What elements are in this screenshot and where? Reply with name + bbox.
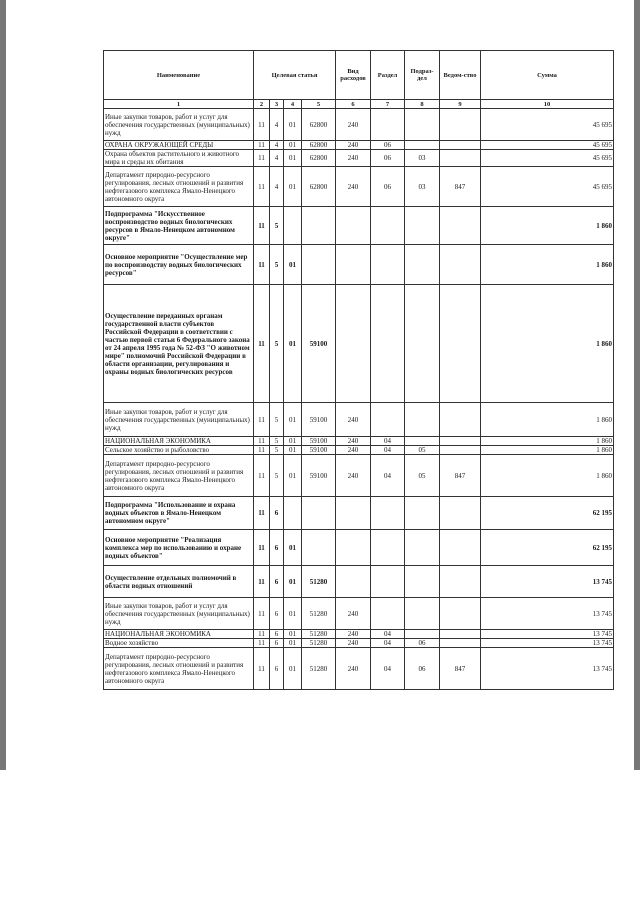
row-subsection: 05 xyxy=(405,455,440,497)
row-subprogram-code: 6 xyxy=(270,497,284,530)
row-name: НАЦИОНАЛЬНАЯ ЭКОНОМИКА xyxy=(104,437,254,446)
table-row xyxy=(104,455,614,497)
row-section xyxy=(371,109,405,141)
header-subsection: Подраз-дел xyxy=(405,51,440,100)
row-subsection xyxy=(405,207,440,245)
row-expense-type xyxy=(336,566,371,598)
row-activity-code: 01 xyxy=(284,648,302,690)
row-activity-code: 01 xyxy=(284,530,302,566)
row-section: 04 xyxy=(371,630,405,639)
row-department xyxy=(440,530,481,566)
row-department xyxy=(440,285,481,403)
row-subprogram-code: 6 xyxy=(270,530,284,566)
row-sum: 45 695 xyxy=(481,141,614,150)
table-body xyxy=(104,109,614,690)
row-program-code: 11 xyxy=(254,639,270,648)
row-direction-code: 51280 xyxy=(302,639,336,648)
column-number: 10 xyxy=(481,100,614,109)
row-activity-code: 01 xyxy=(284,167,302,207)
row-sum: 62 195 xyxy=(481,530,614,566)
row-expense-type xyxy=(336,245,371,285)
column-number-row xyxy=(104,100,614,109)
row-activity-code: 01 xyxy=(284,598,302,630)
column-number: 7 xyxy=(371,100,405,109)
table-row xyxy=(104,598,614,630)
row-subsection xyxy=(405,403,440,437)
row-sum: 45 695 xyxy=(481,167,614,207)
row-expense-type: 240 xyxy=(336,437,371,446)
row-subsection xyxy=(405,245,440,285)
row-subsection: 06 xyxy=(405,639,440,648)
row-name: ОХРАНА ОКРУЖАЮЩЕЙ СРЕДЫ xyxy=(104,141,254,150)
row-direction-code: 51280 xyxy=(302,598,336,630)
row-expense-type: 240 xyxy=(336,648,371,690)
row-program-code: 11 xyxy=(254,167,270,207)
row-section: 04 xyxy=(371,446,405,455)
row-expense-type: 240 xyxy=(336,446,371,455)
row-name: Иные закупки товаров, работ и услуг для обеспечения государственных (муниципальных) нужд xyxy=(104,403,254,437)
header-name: Наименование xyxy=(104,51,254,100)
row-name: Иные закупки товаров, работ и услуг для обеспечения государственных (муниципальных) нужд xyxy=(104,109,254,141)
row-direction-code xyxy=(302,530,336,566)
row-activity-code: 01 xyxy=(284,446,302,455)
row-department xyxy=(440,497,481,530)
row-sum: 1 860 xyxy=(481,455,614,497)
row-direction-code: 51280 xyxy=(302,648,336,690)
table-row xyxy=(104,437,614,446)
row-subsection xyxy=(405,141,440,150)
header-department: Ведом-ство xyxy=(440,51,481,100)
row-name: Сельское хозяйство и рыболовство xyxy=(104,446,254,455)
row-section: 04 xyxy=(371,639,405,648)
row-activity-code: 01 xyxy=(284,639,302,648)
row-subsection: 03 xyxy=(405,150,440,167)
row-program-code: 11 xyxy=(254,141,270,150)
row-name: Департамент природно-ресурсного регулирования, лесных отношений и развития нефтегазового комплекса Ямало-Ненецкого автономного округа xyxy=(104,455,254,497)
row-activity-code: 01 xyxy=(284,455,302,497)
table-row xyxy=(104,566,614,598)
row-direction-code: 59100 xyxy=(302,285,336,403)
row-subprogram-code: 5 xyxy=(270,245,284,285)
row-department xyxy=(440,598,481,630)
table-row xyxy=(104,639,614,648)
row-department xyxy=(440,446,481,455)
row-section xyxy=(371,530,405,566)
row-name: Основное мероприятие "Осуществление мер по воспроизводству водных биологических ресурсов" xyxy=(104,245,254,285)
row-direction-code: 51280 xyxy=(302,630,336,639)
column-number: 1 xyxy=(104,100,254,109)
row-program-code: 11 xyxy=(254,598,270,630)
row-program-code: 11 xyxy=(254,285,270,403)
column-number: 4 xyxy=(284,100,302,109)
row-subsection xyxy=(405,566,440,598)
row-program-code: 11 xyxy=(254,437,270,446)
row-section: 06 xyxy=(371,150,405,167)
row-subprogram-code: 4 xyxy=(270,167,284,207)
row-subsection xyxy=(405,530,440,566)
row-section: 06 xyxy=(371,167,405,207)
row-sum: 1 860 xyxy=(481,285,614,403)
row-subprogram-code: 5 xyxy=(270,437,284,446)
row-direction-code: 59100 xyxy=(302,455,336,497)
row-name: Осуществление отдельных полномочий в области водных отношений xyxy=(104,566,254,598)
table-row xyxy=(104,207,614,245)
row-subprogram-code: 5 xyxy=(270,446,284,455)
header-section: Раздел xyxy=(371,51,405,100)
row-sum: 45 695 xyxy=(481,150,614,167)
row-sum: 13 745 xyxy=(481,598,614,630)
table-row xyxy=(104,285,614,403)
row-expense-type: 240 xyxy=(336,167,371,207)
row-sum: 45 695 xyxy=(481,109,614,141)
row-activity-code: 01 xyxy=(284,630,302,639)
row-direction-code: 59100 xyxy=(302,403,336,437)
row-expense-type: 240 xyxy=(336,639,371,648)
row-subprogram-code: 5 xyxy=(270,207,284,245)
table-row xyxy=(104,167,614,207)
row-program-code: 11 xyxy=(254,530,270,566)
table-header-row xyxy=(104,51,614,100)
row-subprogram-code: 6 xyxy=(270,566,284,598)
row-activity-code: 01 xyxy=(284,566,302,598)
row-direction-code xyxy=(302,207,336,245)
row-name: Охрана объектов растительного и животного мира и среды их обитания xyxy=(104,150,254,167)
row-section xyxy=(371,497,405,530)
row-activity-code: 01 xyxy=(284,403,302,437)
row-department xyxy=(440,150,481,167)
row-department xyxy=(440,245,481,285)
row-subsection xyxy=(405,630,440,639)
table-row xyxy=(104,648,614,690)
table-row xyxy=(104,109,614,141)
row-name: Осуществление переданных органам государственной власти субъектов Российской Федерации в соответствии с частью первой статьи 6 Федерального закона от 24 апреля 1995 года № 52-ФЗ "О животном мире" полномочий Российской Федерации в области организации, регулирования и охраны водных биологических ресурсов xyxy=(104,285,254,403)
row-subprogram-code: 5 xyxy=(270,403,284,437)
row-activity-code xyxy=(284,497,302,530)
table-row xyxy=(104,150,614,167)
row-subprogram-code: 5 xyxy=(270,455,284,497)
row-subsection: 03 xyxy=(405,167,440,207)
row-direction-code xyxy=(302,245,336,285)
row-activity-code: 01 xyxy=(284,141,302,150)
table-row xyxy=(104,403,614,437)
row-section xyxy=(371,598,405,630)
row-sum: 62 195 xyxy=(481,497,614,530)
row-direction-code: 51280 xyxy=(302,566,336,598)
row-subprogram-code: 4 xyxy=(270,141,284,150)
row-sum: 13 745 xyxy=(481,639,614,648)
row-direction-code: 62800 xyxy=(302,167,336,207)
row-department: 847 xyxy=(440,455,481,497)
row-activity-code: 01 xyxy=(284,245,302,285)
row-name: Водное хозяйство xyxy=(104,639,254,648)
row-direction-code: 62800 xyxy=(302,141,336,150)
row-expense-type: 240 xyxy=(336,109,371,141)
row-program-code: 11 xyxy=(254,630,270,639)
row-subprogram-code: 6 xyxy=(270,598,284,630)
row-section: 06 xyxy=(371,141,405,150)
row-direction-code xyxy=(302,497,336,530)
row-name: Подпрограмма "Использование и охрана водных объектов в Ямало-Ненецком автономном округе" xyxy=(104,497,254,530)
row-program-code: 11 xyxy=(254,446,270,455)
row-subprogram-code: 4 xyxy=(270,150,284,167)
row-expense-type: 240 xyxy=(336,630,371,639)
row-sum: 13 745 xyxy=(481,566,614,598)
row-sum: 1 860 xyxy=(481,403,614,437)
row-department xyxy=(440,639,481,648)
row-subsection xyxy=(405,109,440,141)
column-number: 6 xyxy=(336,100,371,109)
row-activity-code: 01 xyxy=(284,437,302,446)
row-program-code: 11 xyxy=(254,207,270,245)
page-bottom-margin xyxy=(0,770,640,905)
row-name: Департамент природно-ресурсного регулирования, лесных отношений и развития нефтегазового комплекса Ямало-Ненецкого автономного округа xyxy=(104,648,254,690)
row-subsection: 06 xyxy=(405,648,440,690)
row-program-code: 11 xyxy=(254,497,270,530)
row-activity-code: 01 xyxy=(284,109,302,141)
row-subsection xyxy=(405,598,440,630)
row-department xyxy=(440,109,481,141)
row-sum: 1 860 xyxy=(481,437,614,446)
row-direction-code: 62800 xyxy=(302,150,336,167)
row-activity-code: 01 xyxy=(284,285,302,403)
row-department xyxy=(440,437,481,446)
row-name: Иные закупки товаров, работ и услуг для обеспечения государственных (муниципальных) нужд xyxy=(104,598,254,630)
row-program-code: 11 xyxy=(254,403,270,437)
table-row xyxy=(104,530,614,566)
column-number: 8 xyxy=(405,100,440,109)
row-expense-type xyxy=(336,530,371,566)
header-target-article: Целевая статья xyxy=(254,51,336,100)
header-expense-type: Вид расходов xyxy=(336,51,371,100)
row-department xyxy=(440,141,481,150)
row-program-code: 11 xyxy=(254,150,270,167)
header-sum: Сумма xyxy=(481,51,614,100)
row-expense-type: 240 xyxy=(336,141,371,150)
row-subprogram-code: 6 xyxy=(270,630,284,639)
row-subprogram-code: 6 xyxy=(270,639,284,648)
row-section xyxy=(371,403,405,437)
column-number: 9 xyxy=(440,100,481,109)
row-department xyxy=(440,403,481,437)
column-number: 3 xyxy=(270,100,284,109)
row-subsection: 05 xyxy=(405,446,440,455)
row-expense-type: 240 xyxy=(336,150,371,167)
row-section: 04 xyxy=(371,437,405,446)
row-sum: 13 745 xyxy=(481,648,614,690)
row-subprogram-code: 4 xyxy=(270,109,284,141)
row-direction-code: 59100 xyxy=(302,437,336,446)
table-row xyxy=(104,446,614,455)
row-expense-type xyxy=(336,285,371,403)
column-number: 2 xyxy=(254,100,270,109)
row-direction-code: 59100 xyxy=(302,446,336,455)
row-department: 847 xyxy=(440,167,481,207)
row-section: 04 xyxy=(371,455,405,497)
table-row xyxy=(104,630,614,639)
row-expense-type: 240 xyxy=(336,598,371,630)
row-program-code: 11 xyxy=(254,455,270,497)
row-subsection xyxy=(405,437,440,446)
table-row xyxy=(104,141,614,150)
row-department xyxy=(440,566,481,598)
row-section xyxy=(371,245,405,285)
row-activity-code xyxy=(284,207,302,245)
row-sum: 1 860 xyxy=(481,245,614,285)
row-direction-code: 62800 xyxy=(302,109,336,141)
row-name: НАЦИОНАЛЬНАЯ ЭКОНОМИКА xyxy=(104,630,254,639)
row-department xyxy=(440,630,481,639)
row-activity-code: 01 xyxy=(284,150,302,167)
row-department: 847 xyxy=(440,648,481,690)
row-program-code: 11 xyxy=(254,648,270,690)
row-section xyxy=(371,207,405,245)
budget-table xyxy=(103,50,614,690)
row-sum: 1 860 xyxy=(481,207,614,245)
row-sum: 1 860 xyxy=(481,446,614,455)
row-section xyxy=(371,285,405,403)
column-number: 5 xyxy=(302,100,336,109)
row-section xyxy=(371,566,405,598)
row-name: Подпрограмма "Искусственное воспроизводство водных биологических ресурсов в Ямало-Ненецком автономном округе" xyxy=(104,207,254,245)
row-program-code: 11 xyxy=(254,109,270,141)
row-expense-type: 240 xyxy=(336,403,371,437)
table-row xyxy=(104,497,614,530)
row-program-code: 11 xyxy=(254,245,270,285)
row-program-code: 11 xyxy=(254,566,270,598)
table-row xyxy=(104,245,614,285)
row-department xyxy=(440,207,481,245)
row-expense-type xyxy=(336,207,371,245)
row-subprogram-code: 6 xyxy=(270,648,284,690)
row-subsection xyxy=(405,497,440,530)
row-name: Департамент природно-ресурсного регулирования, лесных отношений и развития нефтегазового комплекса Ямало-Ненецкого автономного округа xyxy=(104,167,254,207)
row-name: Основное мероприятие "Реализация комплекса мер по использованию и охране водных объектов" xyxy=(104,530,254,566)
row-sum: 13 745 xyxy=(481,630,614,639)
row-expense-type xyxy=(336,497,371,530)
row-expense-type: 240 xyxy=(336,455,371,497)
row-subsection xyxy=(405,285,440,403)
row-section: 04 xyxy=(371,648,405,690)
row-subprogram-code: 5 xyxy=(270,285,284,403)
